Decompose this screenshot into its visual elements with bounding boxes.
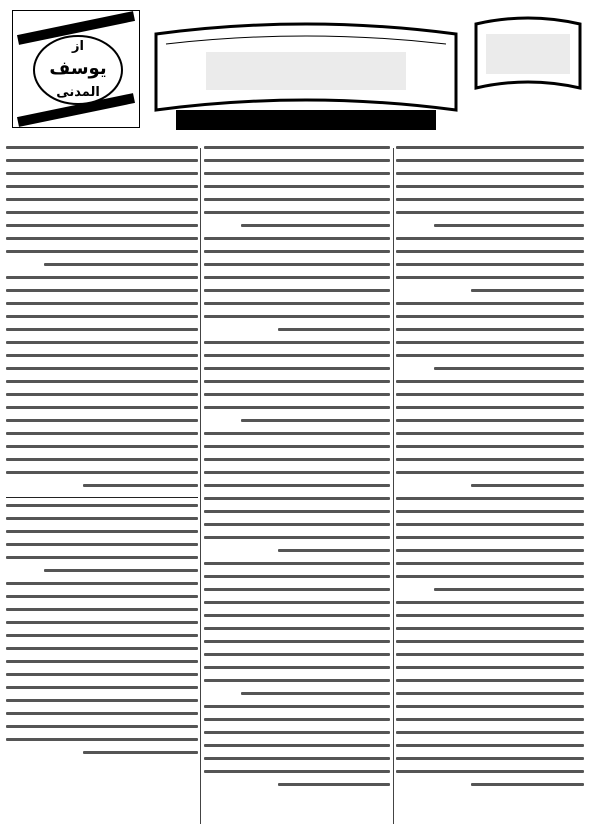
author-prefix: از <box>72 39 84 54</box>
column-divider-right <box>393 148 394 824</box>
author-emblem-svg <box>12 10 140 128</box>
column-left-lines <box>6 146 198 754</box>
subheadline-bar <box>176 110 436 130</box>
headline-area <box>206 52 406 90</box>
masthead <box>6 4 584 136</box>
column-right <box>396 142 584 826</box>
author-emblem <box>12 10 140 128</box>
author-suffix: المدنی <box>56 85 100 100</box>
side-title-block <box>472 12 584 96</box>
column-middle <box>204 142 390 826</box>
column-middle-lines <box>204 146 390 786</box>
column-divider-left <box>200 148 201 824</box>
column-left <box>6 142 198 826</box>
headline-banner <box>146 14 466 134</box>
side-title-area <box>486 34 570 74</box>
side-title-svg <box>472 12 584 96</box>
headline-banner-svg <box>146 14 466 134</box>
column-right-lines <box>396 146 584 786</box>
author-name: یوسف <box>49 58 107 79</box>
section-separator <box>6 497 198 498</box>
